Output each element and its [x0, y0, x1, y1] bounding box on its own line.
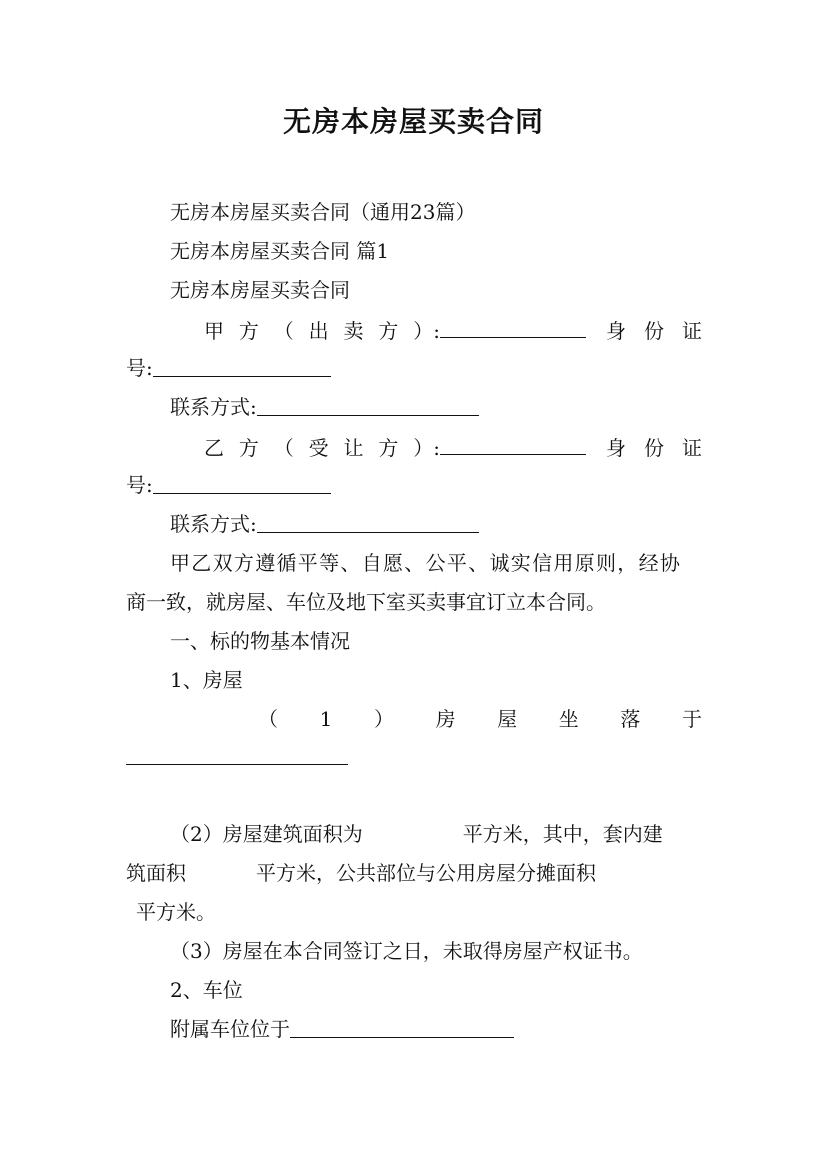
agreement-line-1: 甲乙双方遵循平等、自愿、公平、诚实信用原则，经协	[170, 551, 682, 575]
party-a-contact-blank	[257, 395, 479, 416]
party-a-contact-line: 联系方式:	[170, 395, 479, 419]
party-b-id-label: 身 份 证	[606, 436, 702, 460]
chapter-heading: 无房本房屋买卖合同 篇1	[170, 239, 390, 263]
item-1-heading: 1、房屋	[170, 668, 243, 692]
collection-subtitle: 无房本房屋买卖合同（通用23篇）	[170, 200, 476, 224]
party-b-contact-blank	[257, 512, 479, 533]
party-a-label: 甲 方 （ 出 卖 方 ）:	[204, 319, 440, 343]
parking-line: 附属车位位于	[170, 1017, 514, 1041]
item-1-2-line-1: （2）房屋建筑面积为 平方米，其中，套内建	[170, 822, 663, 846]
party-b-id-line: 号:	[126, 473, 331, 497]
parking-blank	[290, 1017, 514, 1038]
contract-title: 无房本房屋买卖合同	[170, 278, 350, 302]
item-1-2-line-2: 筑面积 平方米，公共部位与公用房屋分摊面积	[126, 861, 596, 885]
item-2-heading: 2、车位	[170, 978, 243, 1002]
section-1-heading: 一、标的物基本情况	[170, 629, 350, 653]
party-b-line	[204, 434, 704, 460]
document-title: 无房本房屋买卖合同	[282, 105, 544, 138]
party-a-line	[204, 317, 704, 343]
item-1-1-location-blank-line	[126, 744, 348, 768]
item-1-2-line-3: 平方米。	[136, 900, 216, 924]
location-blank	[126, 744, 348, 765]
item-1-1-line: （ 1 ） 房 屋 坐 落 于	[258, 707, 702, 731]
party-b-label: 乙 方 （ 受 让 方 ）:	[204, 436, 440, 460]
agreement-line-2: 商一致，就房屋、车位及地下室买卖事宜订立本合同。	[126, 590, 606, 614]
party-a-id-line: 号:	[126, 356, 331, 380]
party-b-contact-line: 联系方式:	[170, 512, 479, 536]
party-b-name-blank	[440, 434, 586, 455]
item-1-3-line: （3）房屋在本合同签订之日，未取得房屋产权证书。	[170, 939, 643, 963]
party-b-id-blank	[153, 473, 331, 494]
party-a-id-label: 身 份 证	[606, 319, 702, 343]
party-a-name-blank	[440, 317, 586, 338]
party-a-id-blank	[153, 356, 331, 377]
